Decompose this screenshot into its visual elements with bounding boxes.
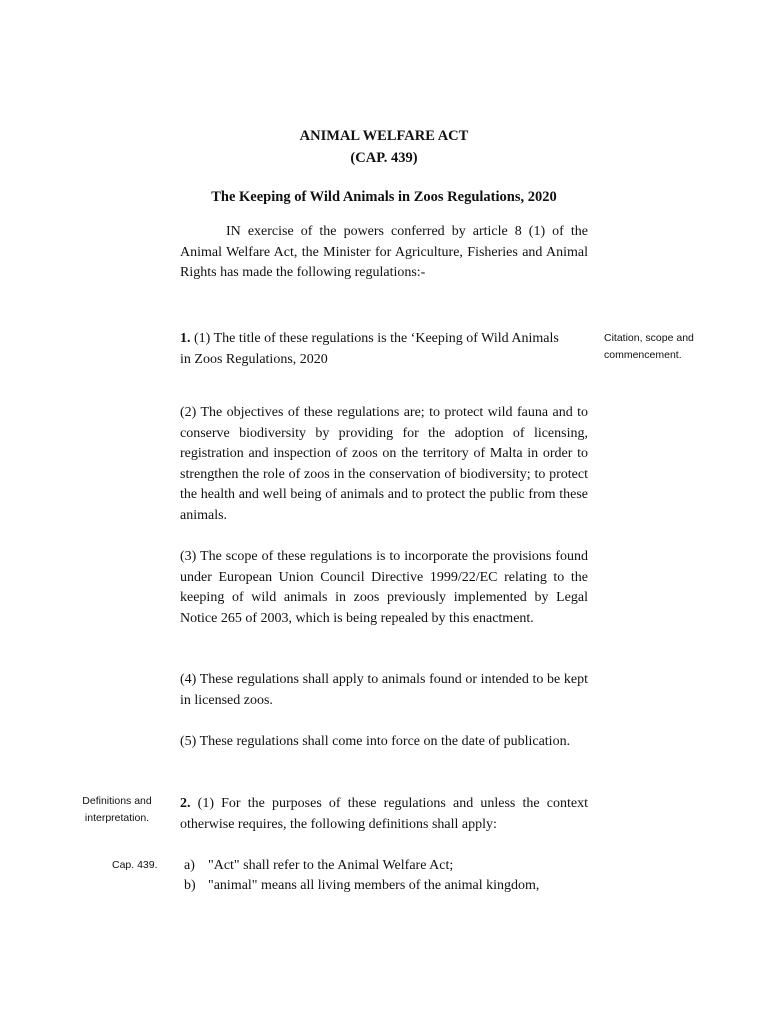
definition-text: "Act" shall refer to the Animal Welfare Act; (208, 858, 454, 873)
margin-note-citation: Citation, scope and commencement. (604, 332, 694, 361)
margin-note-definitions: Definitions and interpretation. (82, 795, 152, 824)
definition-marker: a) (184, 858, 195, 873)
act-title: ANIMAL WELFARE ACT (299, 128, 469, 144)
regulation-2-number: 2. (180, 796, 191, 811)
regulation-1-sub-4: (4) These regulations shall apply to animals found or intended to be kept in licensed zoos. (180, 672, 588, 708)
regulation-1-sub-3: (3) The scope of these regulations is to incorporate the provisions found under European Union Council Directive 1999/22/EC relating to the keeping of wild animals in zoos previously implemented by Legal Notice 265 of 2003, which is being repealed by this enactment. (180, 549, 588, 626)
margin-note-cap: Cap. 439. (112, 859, 158, 871)
regulation-1-sub-2: (2) The objectives of these regulations are; to protect wild fauna and to conserve biodiversity by providing for the adoption of licensing, registration and inspection of zoos on the territory of Malta in order to strengthen the role of zoos in the conservation of biodiversity; to protect the health and well being of animals and to protect the public from these animals. (180, 405, 588, 523)
definition-marker: b) (184, 878, 196, 893)
definition-item (180, 856, 600, 876)
chapter-number: (CAP. 439) (350, 150, 418, 166)
regulation-1-sub-5: (5) These regulations shall come into force on the date of publication. (180, 734, 571, 749)
regulation-1-sub-1 (180, 329, 560, 370)
regulation-2-sub-1-text: (1) For the purposes of these regulations and unless the context otherwise requires, the following definitions shall apply: (180, 796, 588, 832)
regulation-1-number: 1. (180, 331, 191, 346)
regulations-title: The Keeping of Wild Animals in Zoos Regulations, 2020 (211, 189, 557, 205)
regulation-2-sub-1 (180, 794, 588, 835)
definition-text: "animal" means all living members of the animal kingdom, (208, 878, 540, 893)
preamble-text: IN exercise of the powers conferred by article 8 (1) of the Animal Welfare Act, the Minister for Agriculture, Fisheries and Animal Rights has made the following regulations:- (180, 224, 588, 280)
definition-item (180, 876, 600, 896)
regulation-1-sub-1-text: (1) The title of these regulations is the ‘Keeping of Wild Animals in Zoos Regulations, 2020 (180, 331, 559, 367)
preamble (180, 222, 588, 284)
